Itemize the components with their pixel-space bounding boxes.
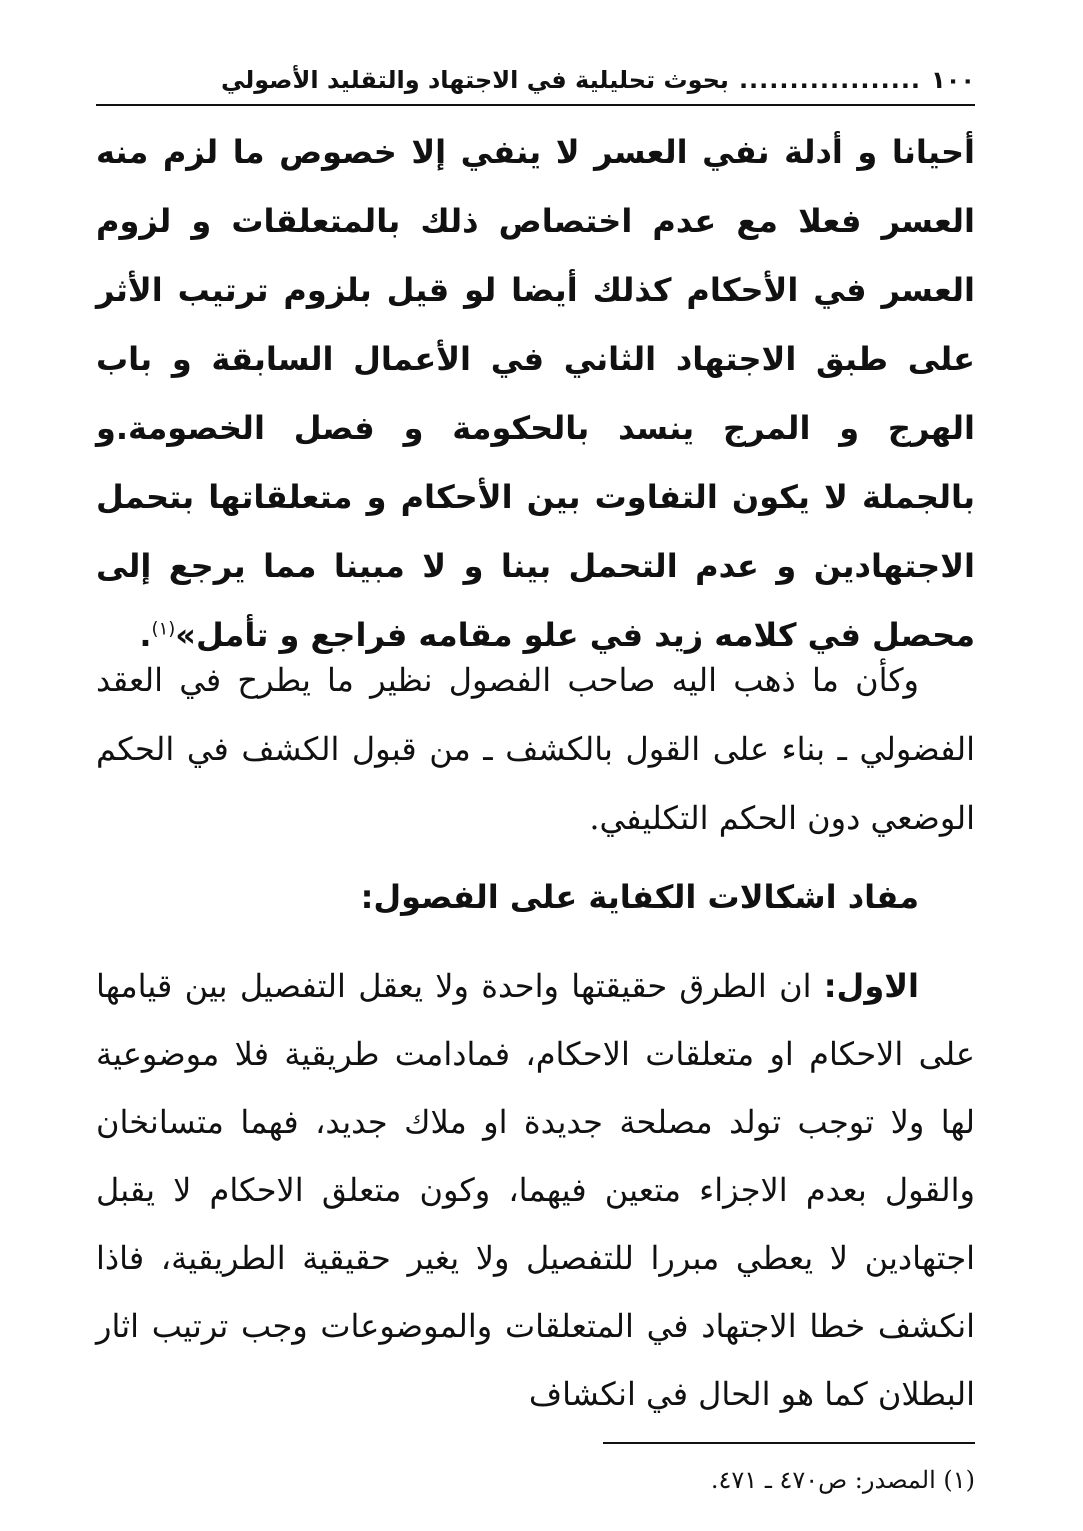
footnote: (١) المصدر: ص٤٧٠ ـ ٤٧١. — [710, 1466, 975, 1494]
book-page — [96, 40, 975, 1531]
body-paragraph-2 — [96, 952, 975, 1428]
quoted-passage-end: . — [139, 616, 152, 654]
header-leader-dots: .................. — [738, 66, 922, 94]
paragraph-lead-label: الاول: — [823, 967, 919, 1005]
body-paragraph-2-text: ان الطرق حقيقتها واحدة ولا يعقل التفصيل بين قيامها على الاحكام او متعلقات الاحكام، فمادامت طريقية فلا موضوعية لها ولا توجب تولد مصلحة جديدة او ملاك جديد، فهما متسانخان والقول بعدم الاجزاء متعين فيهما، وكون متعلق الاحكام لا يقبل اجتهادين لا يعطي مبررا للتفصيل ولا يغير حقيقية الطريقية، فاذا انكشف خطا الاجتهاد في المتعلقات والموضوعات وجب ترتيب اثار البطلان كما هو الحال في انكشاف — [96, 967, 975, 1413]
book-title: بحوث تحليلية في الاجتهاد والتقليد الأصولي — [220, 66, 729, 94]
page-number: ١٠٠ — [931, 66, 975, 94]
quoted-passage — [96, 118, 975, 670]
footnote-reference: (١) — [151, 618, 176, 640]
running-header — [96, 56, 975, 106]
footnote-separator — [603, 1442, 975, 1444]
quoted-passage-text: أحيانا و أدلة نفي العسر لا ينفي إلا خصوص ما لزم منه العسر فعلا مع عدم اختصاص ذلك بالمتعلقات و لزوم العسر في الأحكام كذلك أيضا لو قيل بلزوم ترتيب الأثر على طبق الاجتهاد الثاني في الأعمال السابقة و باب الهرج و المرج ينسد بالحكومة و فصل الخصومة.و بالجملة لا يكون التفاوت بين الأحكام و متعلقاتها بتحمل الاجتهادين و عدم التحمل بينا و لا مبينا مما يرجع إلى محصل في كلامه زيد في علو مقامه فراجع و تأمل» — [96, 133, 975, 654]
body-paragraph-1: وكأن ما ذهب اليه صاحب الفصول نظير ما يطرح في العقد الفضولي ـ بناء على القول بالكشف ـ من قبول الكشف في الحكم الوضعي دون الحكم التكليفي. — [96, 661, 975, 837]
section-heading: مفاد اشكالات الكفاية على الفصول: — [360, 878, 919, 916]
